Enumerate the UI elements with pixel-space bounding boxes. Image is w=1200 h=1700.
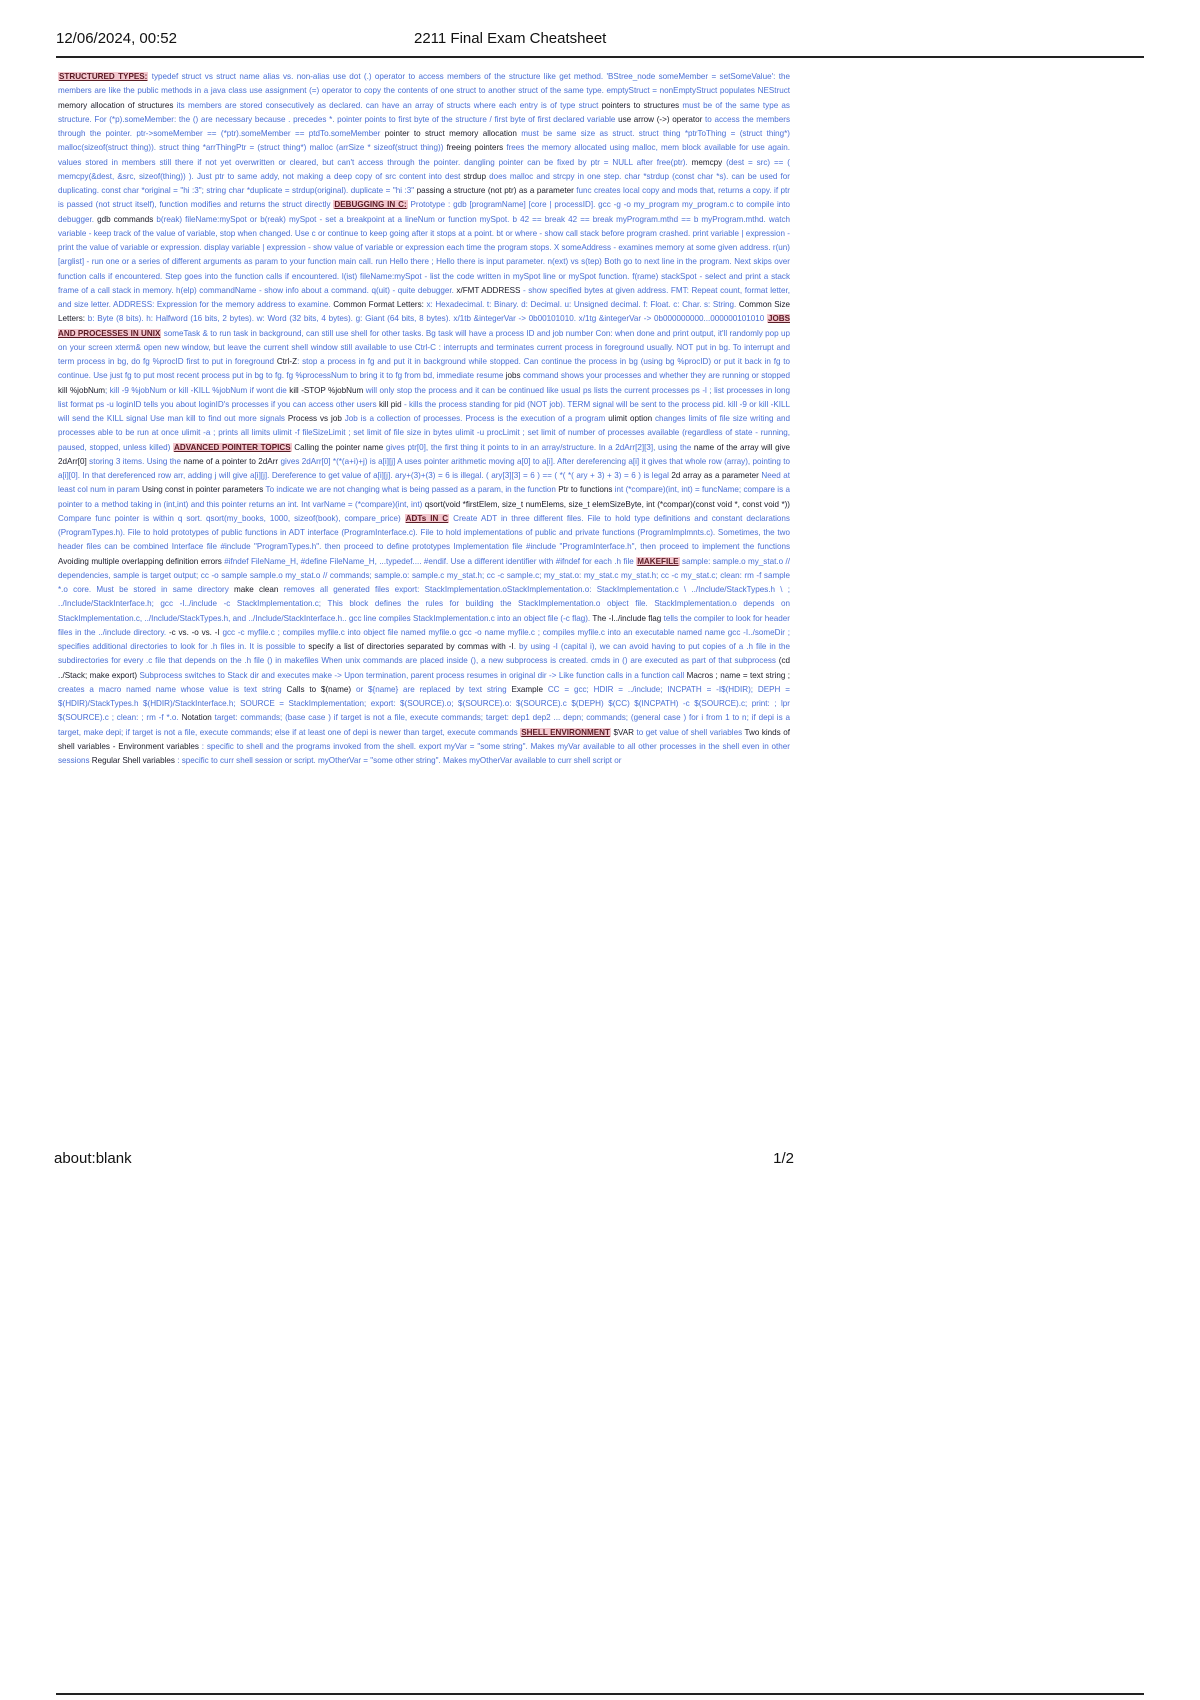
key-term: pointers to structures	[601, 100, 680, 110]
body-text: x: Hexadecimal. t: Binary. d: Decimal. u: Unsigned decimal. f: Float. c: Char. s: String.	[423, 300, 739, 309]
key-term: Calling the pointer name	[291, 442, 384, 452]
key-term: Calls to $(name)	[286, 684, 352, 694]
body-text: must be of the same type as structure. For (*p).someMember: the () are necessary because . precedes *. pointer points to first byte of the structure / first byte of first declared variable	[58, 100, 790, 124]
section-heading: JOBS AND PROCESSES IN UNIX	[58, 314, 790, 338]
body-text: . by using -I (capital i), we can avoid having to put copies of a .h file in the subdirectories for every .c file that depends on the .h file () in makefiles When unix commands are placed inside (), a new subprocess is created. cmds in () are executed as part of that subprocess	[58, 642, 790, 666]
key-term: The -I../include flag	[592, 613, 662, 623]
key-term: make clean	[234, 585, 279, 594]
section-heading: MAKEFILE	[637, 556, 679, 566]
section-heading: ADTs IN C	[405, 513, 449, 523]
body-text: : specific to shell and the programs invoked from the shell. export myVar = "some string". Makes myVar available to all other processes in the shell even in other sessions	[58, 741, 790, 765]
key-term: Macros ; name = text string ;	[686, 670, 790, 680]
header-divider	[56, 56, 1144, 58]
footer-divider	[56, 1693, 1144, 1695]
body-text: Compare func pointer is within q sort. qsort(my_books, 1000, sizeof(book), compare_price)	[58, 513, 405, 523]
body-text: typedef struct vs struct name alias vs. non-alias use dot (.) operator to access members of the structure like get method. 'BStree_node someMember = setSomeValue': the members are like the public methods in a java class use assignment (=) operator to copy the contents of one struct to another struct of the same type. emptyStruct = nonEmptyStruct populates NEStruct	[58, 72, 790, 96]
key-term: Common Size Letters:	[58, 300, 790, 324]
key-term: specify a list of directories separated by commas with -I	[308, 642, 514, 651]
key-term: Avoiding multiple overlapping definition errors	[58, 556, 222, 566]
body-text: - kills the process standing for pid (NOT job). TERM signal will be sent to the process pid. kill -9 or kill -KILL will send the KILL signal Use man kill to find out more signals	[58, 399, 790, 423]
key-term: kill pid	[378, 399, 402, 409]
key-term: Notation	[181, 713, 212, 723]
body-text: storing 3 items. Using the	[86, 456, 184, 466]
body-text: gives 2dArr[0] *(*(a+i)+j) is a[i][j] A uses pointer arithmetic moving a[0] to a[i]. After dereferencing a[i] it gives that whole row (array), pointing to a[i][0]. In that dereferenced row arr, adding j will give a[i][j]. Dereference to get value of a[i][j]. ary+(3)+(3) = 6 is illegal. ( ary[3][3] = 6 ) == ( *( *( ary + 3) + 3) = 6 ) is legal	[58, 456, 790, 480]
key-term: 2d array as a parameter	[671, 471, 759, 480]
body-text: : stop a process in fg and put it in background while stopped. Can continue the process in bg (using bg %procID) or put it back in fg to continue. Use just fg to put most recent process put in bg to fg. fg %processNum to bring it to fg from bd, immediate resume	[58, 357, 790, 381]
body-text: : specific to curr shell session or script. myOtherVar = "some other string". Makes myOtherVar available to curr shell script or	[174, 756, 622, 765]
body-text: does malloc and strcpy in one step. char *strdup (const char *s). can be used for duplicating. const char *original = "hi :3"; string char *duplicate = strdup(original). duplicate = "hi :3"	[58, 171, 790, 195]
key-term: jobs	[505, 371, 521, 381]
body-text: gives ptr[0], the first thing it points to in an array/structure. In a 2dArr[2][3], using the	[383, 442, 694, 452]
body-text: sample: sample.o my_stat.o // dependencies, sample is target output; cc -o sample sample.o my_stat.o // commands; sample.o: sample.c my_stat.h; cc -c sample.c; my_stat.o: my_stat.c my_stat.h; cc -c my_stat.c; clean: rm -f sample *.o core. Must be stored in same directory	[58, 556, 790, 594]
body-text: func creates local copy and mods that, returns a copy. if ptr is passed (not struct itself), function modifies and returns the struct directly	[58, 186, 790, 210]
key-term: qsort(void *firstElem, size_t numElems, size_t elemSizeByte, int (*compar)(const void *, const void *))	[424, 499, 790, 509]
body-text: or ${name} are replaced by text string	[351, 684, 512, 694]
body-text: removes all generated files export: StackImplementation.oStackImplementation.o: StackImplementation.c \ ../Include/StackTypes.h \ ; ../Include/StackInterface.h; gcc -I../include -c StackImplementation.c; This block defines the rules for building the StackImplementation.o object file. StackImplementation.o depends on StackImplementation.c, ../Include/StackTypes.h, and ../Include/StackInterface.h.. gcc line compiles StackImplementation.c into an object file (-c flag).	[58, 585, 790, 623]
body-text: CC = gcc; HDIR = ../include; INCPATH = -I$(HDIR); DEPH = $(HDIR)/StackTypes.h $(HDIR)/StackInterface.h; SOURCE = StackImplementation; export: $(SOURCE).o; $(SOURCE).o: $(SOURCE).c $(DEPH) $(CC) $(INCPATH) -c $(SOURCE).c; print: ; lpr $(SOURCE).c ; clean: ; rm -f *.o.	[58, 684, 790, 723]
body-text: gcc -c myfile.c ; compiles myfile.c into object file named myfile.o gcc -o name myfile.c ; compiles myfile.c into an executable named name gcc -I../someDir ; specifies additional directories to look for .h files in. It is possible to	[58, 627, 790, 651]
key-term: freeing pointers	[446, 143, 504, 153]
body-text: must be same size as struct. struct thing *ptrToThing = (struct thing*) malloc(sizeof(struct thing)). struct thing *arrThingPtr = (struct thing*) malloc (arrSize * sizeof(struct thing))	[58, 129, 790, 153]
key-term: kill %jobNum	[58, 385, 106, 395]
body-text: Subprocess switches to Stack dir and executes make -> Upon termination, parent process resumes in original dir -> Like function calls in a function call	[137, 670, 687, 680]
key-term: memcpy	[691, 157, 723, 167]
page-number: 1/2	[773, 1150, 794, 1167]
body-text: changes limits of file size writing and processes able to be run at once ulimit -a ; prints all limits ulimit -f fileSizeLimit ; set limit of file size in bytes ulimit -u procLimit ; set limit of number of processes available (regardless of state - running, paused, stopped, unless killed)	[58, 414, 790, 452]
section-heading: DEBUGGING IN C:	[334, 200, 407, 210]
key-term: Ptr to functions	[558, 485, 613, 495]
body-text: will only stop the process and it can be continued like usual ps lists the current processes ps -l ; list processes in long list format ps -u loginID tells you about loginID's processes if you can access other users	[58, 385, 790, 409]
key-term: Two kinds of shell variables - Environment variables	[58, 727, 790, 751]
body-text: int (*compare)(int, int) = funcName; compare is a pointer to a method taking in (int,int) and this pointer returns an int. Int varName = (*compare)(int, int)	[58, 485, 790, 509]
body-text: its members are stored consecutively as declared. can have an array of structs where each entry is of type struct	[173, 100, 602, 110]
print-header	[56, 30, 1144, 56]
key-term: name of a pointer to 2dArr	[183, 456, 279, 466]
print-datetime: 12/06/2024, 00:52	[56, 30, 177, 47]
body-text: Job is a collection of processes. Process is the execution of a program	[341, 414, 609, 423]
key-term: Regular Shell variables	[91, 756, 175, 765]
body-text: frees the memory allocated using malloc, mem block available for use again. values stored in members still there if not yet overwritten or cleared, but can't access through the pointer. dangling pointer can be fixed by ptr = NULL after free(ptr).	[58, 143, 790, 167]
body-text: command shows your processes and whether they are running or stopped	[520, 371, 790, 381]
body-text: b: Byte (8 bits). h: Halfword (16 bits, 2 bytes). w: Word (32 bits, 4 bytes). g: Giant (64 bits, 8 bytes). x/1tb &integerVar -> 0b00101010. x/1tg &integerVar -> 0b000000000...000000101010	[85, 314, 767, 324]
key-term: x/FMT ADDRESS	[456, 285, 521, 295]
key-term: pointer to struct memory allocation	[384, 129, 517, 138]
body-text: someTask & to run task in background, can still use shell for other tasks. Bg task will have a process ID and job number Con: when done and print output, it'll randomly pop up on your screen xterm& open new window, but leave the current shell window still available to use Ctrl-C : interrupts and terminates current process in foreground usually. NOT put in bg. To interrupt and term process in bg, do fg %procID first to put in foreground	[58, 328, 790, 366]
body-text: tells the compiler to look for header files in the ../include directory.	[58, 613, 790, 637]
body-text: (dest = src) == ( memcpy(&dest, &src, sizeof(thing)) ). Just ptr to same addy, not making a deep copy of src content into dest	[58, 157, 790, 181]
body-text: Need at least col num in param	[58, 471, 790, 495]
key-term: Using const in pointer parameters	[142, 485, 264, 495]
body-text: creates a macro named name whose value is text string	[58, 684, 287, 694]
key-term: memory allocation of structures	[58, 100, 174, 110]
key-term: strdup	[463, 171, 486, 181]
body-text: To indicate we are not changing what is being passed as a param, in the function	[263, 485, 559, 495]
key-term: gdb commands	[97, 214, 154, 224]
key-term: name of the array will give 2dArr[0]	[58, 442, 790, 466]
document-title: 2211 Final Exam Cheatsheet	[414, 30, 607, 47]
key-term: kill -STOP %jobNum	[289, 385, 364, 395]
body-text: b(reak) fileName:mySpot or b(reak) mySpot - set a breakpoint at a lineNum or function mySpot. b 42 == break 42 == break myProgram.mthd == b myProgram.mthd. watch variable - keep track of the value of variable, stop when changed. Use c or continue to keep going after it stops at a point. bt or where - show call stack before program crashed. print variable | expression - print the value of variable or expression. display variable | expression - show value of variable or expression each time the program stops. X someAddress - examines memory at some given address. r(un) [arglist] - run one or a series of different arguments as param to your function main call. run Hello there ; Hello there is input parameter. n(ext) vs s(tep) Both go to next line in the program. Next skips over function calls if encountered. Step goes into the function calls if encountered. l(ist) fileName:mySpot - list the code written in mySpot line or mySpot function. f(rame) stackSpot - select and print a stack frame of a call stack in memory. h(elp) commandName - show info about a command. q(uit) - quite debugger.	[58, 214, 790, 295]
key-term: ulimit option	[608, 414, 653, 423]
key-term: Common Format Letters:	[333, 300, 424, 309]
key-term: $VAR	[610, 727, 634, 737]
section-heading: SHELL ENVIRONMENT	[521, 727, 610, 737]
key-term: Process vs job	[287, 414, 342, 423]
footer-url: about:blank	[54, 1150, 132, 1167]
cheatsheet-body	[58, 70, 790, 1000]
body-text: Create ADT in three different files. File to hold type definitions and constant declarations (ProgramTypes.h). File to hold prototypes of public functions in ADT interface (ProgramInterface.c). File to hold implementations of public and private functions (ProgramImplmnts.c). Sometimes, the two header files can be combined Interface file #include "ProgramTypes.h". then proceed to define prototypes Implementation file #include "ProgramInterface.h", then proceed to implement the functions	[58, 513, 790, 552]
key-term: use arrow (->) operator	[618, 114, 703, 124]
section-heading: STRUCTURED TYPES:	[59, 72, 148, 81]
body-text: to get value of shell variables	[633, 727, 745, 737]
body-text: to access the members through the pointer. ptr->someMember == (*ptr).someMember == ptdTo.someMember	[58, 114, 790, 138]
body-text: - show specified bytes at given address. FMT: Repeat count, format letter, and size letter. ADDRESS: Expression for the memory address to examine.	[58, 285, 790, 309]
key-term: Ctrl-Z	[276, 357, 298, 366]
key-term: passing a structure (not ptr) as a parameter	[416, 186, 574, 195]
section-heading: ADVANCED POINTER TOPICS	[174, 442, 291, 452]
body-text: Prototype : gdb [programName] [core | processID]. gcc -g -o my_program my_program.c to compile into debugger.	[58, 200, 790, 224]
key-term: Example	[511, 684, 543, 694]
body-text: #ifndef FileName_H, #define FileName_H, ...typedef.... #endif. Use a different identifier with #ifndef for each .h file	[221, 556, 637, 566]
key-term: -c vs. -o vs. -I	[168, 627, 220, 637]
key-term: (cd ../Stack; make export)	[58, 656, 790, 680]
body-text: target: commands; (base case ) if target is not a file, execute commands; target: dep1 dep2 ... depn; commands; (general case ) for i from 1 to n; if depi is a target, make depi; if target is not a file, execute commands; else if at least one of depi is newer than target, execute commands	[58, 713, 790, 737]
body-text: ; kill -9 %jobNum or kill -KILL %jobNum if wont die	[105, 385, 290, 395]
